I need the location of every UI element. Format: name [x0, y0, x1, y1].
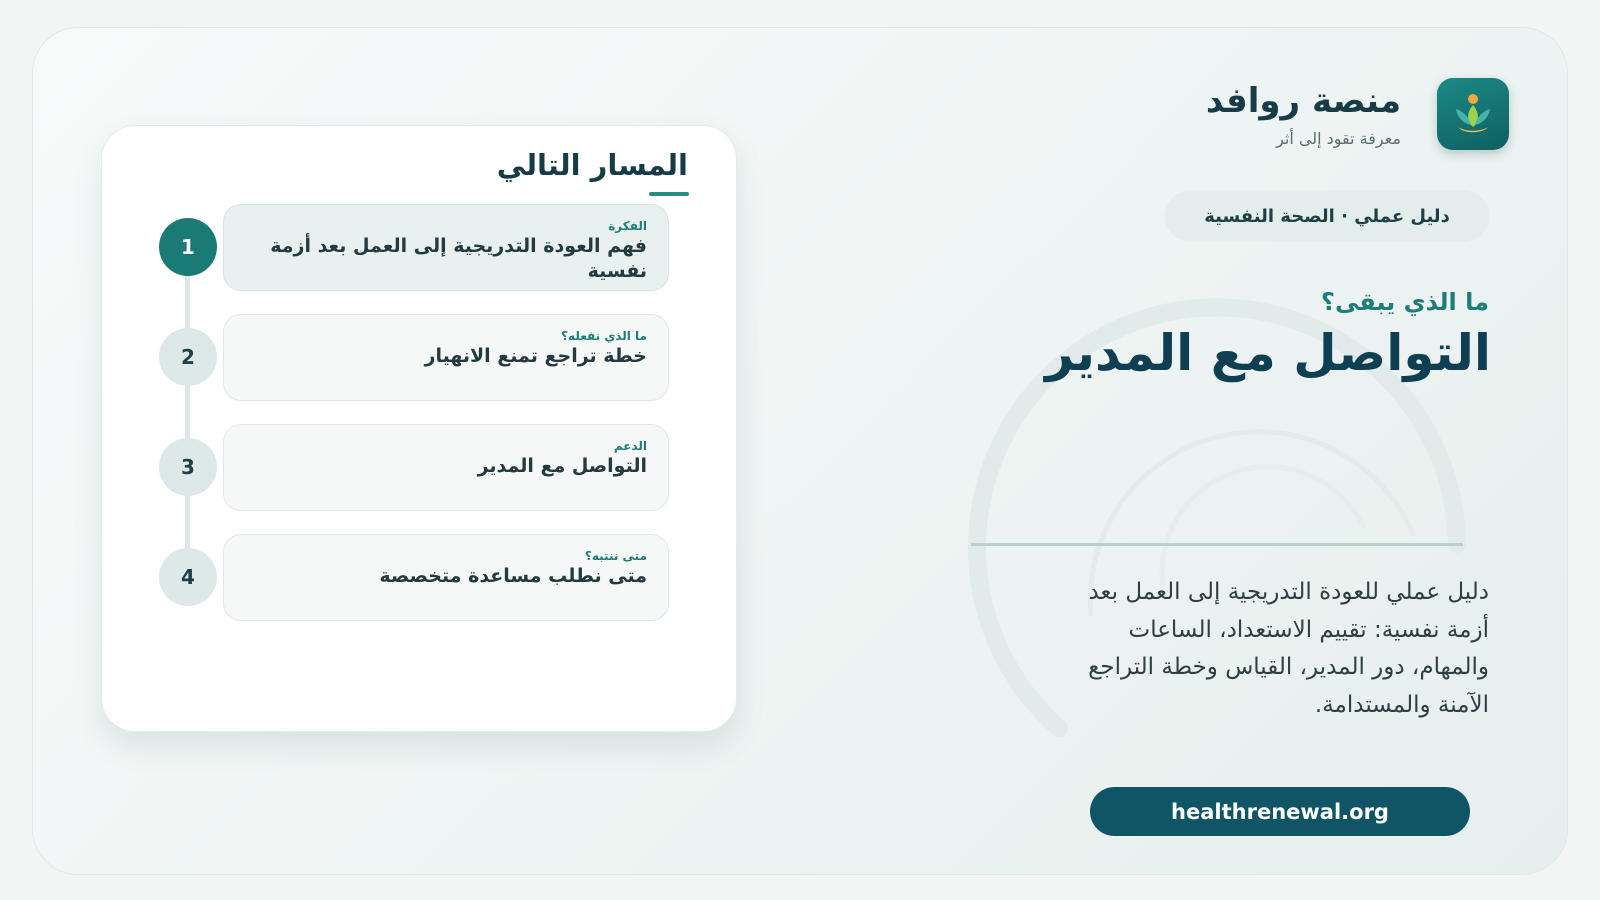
- next-path-card: [101, 125, 737, 732]
- step-title: خطة تراجع تمنع الانهيار: [424, 345, 647, 367]
- step-kicker: متى ننتبه؟: [584, 549, 647, 563]
- brand-tagline: معرفة تقود إلى أثر: [1276, 128, 1401, 148]
- lotus-sun-logo-icon: [1437, 78, 1509, 150]
- step-kicker: الفكرة: [608, 219, 647, 233]
- step-title: التواصل مع المدير: [477, 455, 647, 477]
- step-kicker: الدعم: [613, 439, 647, 453]
- step-title: متى نطلب مساعدة متخصصة: [379, 565, 647, 587]
- hero-question: ما الذي يبقى؟: [1321, 288, 1489, 316]
- brand-name: منصة روافد: [1205, 80, 1401, 121]
- category-badge: دليل عملي · الصحة النفسية: [1165, 190, 1489, 242]
- brand-header: [1206, 78, 1509, 150]
- step-number-2: 2: [159, 328, 217, 386]
- step-title: فهم العودة التدريجية إلى العمل بعد أزمة نفسية: [270, 235, 647, 282]
- step-item-3[interactable]: [223, 424, 669, 511]
- card-title: المسار التالي: [496, 148, 688, 182]
- page-title: التواصل مع المدير: [1045, 324, 1491, 382]
- step-item-2[interactable]: [223, 314, 669, 401]
- step-kicker: ما الذي نفعله؟: [561, 329, 647, 343]
- step-number-3: 3: [159, 438, 217, 496]
- slide-frame: [32, 27, 1568, 875]
- step-item-4[interactable]: [223, 534, 669, 621]
- website-link-button[interactable]: healthrenewal.org: [1090, 787, 1470, 836]
- title-underline: [649, 192, 689, 196]
- step-item-1[interactable]: [223, 204, 669, 291]
- hero-description: دليل عملي للعودة التدريجية إلى العمل بعد أزمة نفسية: تقييم الاستعداد، الساعات والمهام، دور المدير، القياس وخطة التراجع الآمنة والمستدامة.: [1088, 579, 1489, 718]
- step-number-4: 4: [159, 548, 217, 606]
- section-divider: [971, 543, 1463, 546]
- step-number-1: 1: [159, 218, 217, 276]
